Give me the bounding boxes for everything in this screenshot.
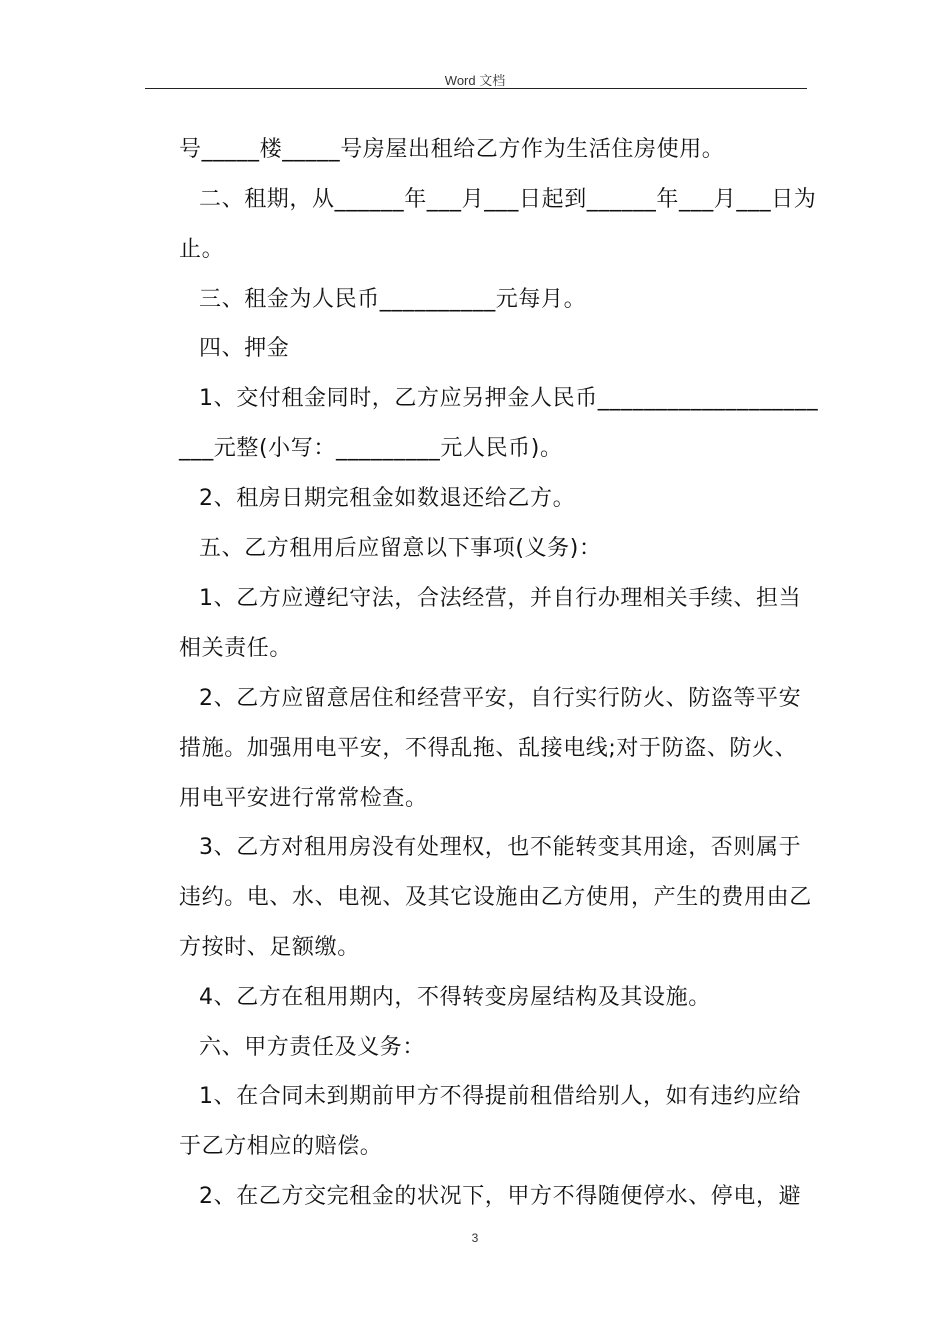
document-header-title: Word 文档 — [444, 73, 506, 88]
body-line: 二、租期，从______年___月___日起到______年___月___日为 — [199, 187, 817, 212]
body-line: 号_____楼_____号房屋出租给乙方作为生活住房使用。 — [179, 137, 725, 162]
body-line: 2、租房日期完租金如数退还给乙方。 — [199, 486, 576, 511]
body-line: 3、乙方对租用房没有处理权，也不能转变其用途，否则属于 — [199, 835, 802, 860]
body-line: 4、乙方在租用期内，不得转变房屋结构及其设施。 — [199, 985, 711, 1010]
body-line: 2、在乙方交完租金的状况下，甲方不得随便停水、停电，避 — [199, 1184, 802, 1209]
body-line: 2、乙方应留意居住和经营平安，自行实行防火、防盗等平安 — [199, 686, 802, 711]
header-divider — [145, 88, 807, 89]
body-line: 违约。电、水、电视、及其它设施由乙方使用，产生的费用由乙 — [179, 885, 812, 910]
body-line: 止。 — [179, 237, 225, 262]
body-line: 1、乙方应遵纪守法，合法经营，并自行办理相关手续、担当 — [199, 586, 802, 611]
body-line: 方按时、足额缴。 — [179, 935, 360, 960]
body-line: 相关责任。 — [179, 636, 293, 661]
body-line: 三、租金为人民币__________元每月。 — [199, 287, 587, 312]
body-line: 四、押金 — [199, 336, 290, 361]
body-line: 措施。加强用电平安，不得乱拖、乱接电线;对于防盗、防火、 — [179, 736, 798, 761]
body-line: 1、在合同未到期前甲方不得提前租借给别人，如有违约应给 — [199, 1084, 802, 1109]
page-number: 3 — [471, 1231, 479, 1245]
body-line: 五、乙方租用后应留意以下事项(义务)： — [199, 536, 602, 561]
body-line: ___元整(小写：_________元人民币)。 — [179, 436, 563, 461]
body-line: 六、甲方责任及义务： — [199, 1035, 426, 1060]
body-line: 用电平安进行常常检查。 — [179, 786, 428, 811]
body-line: 于乙方相应的赔偿。 — [179, 1134, 383, 1159]
body-line: 1、交付租金同时，乙方应另押金人民币___________________ — [199, 386, 819, 411]
